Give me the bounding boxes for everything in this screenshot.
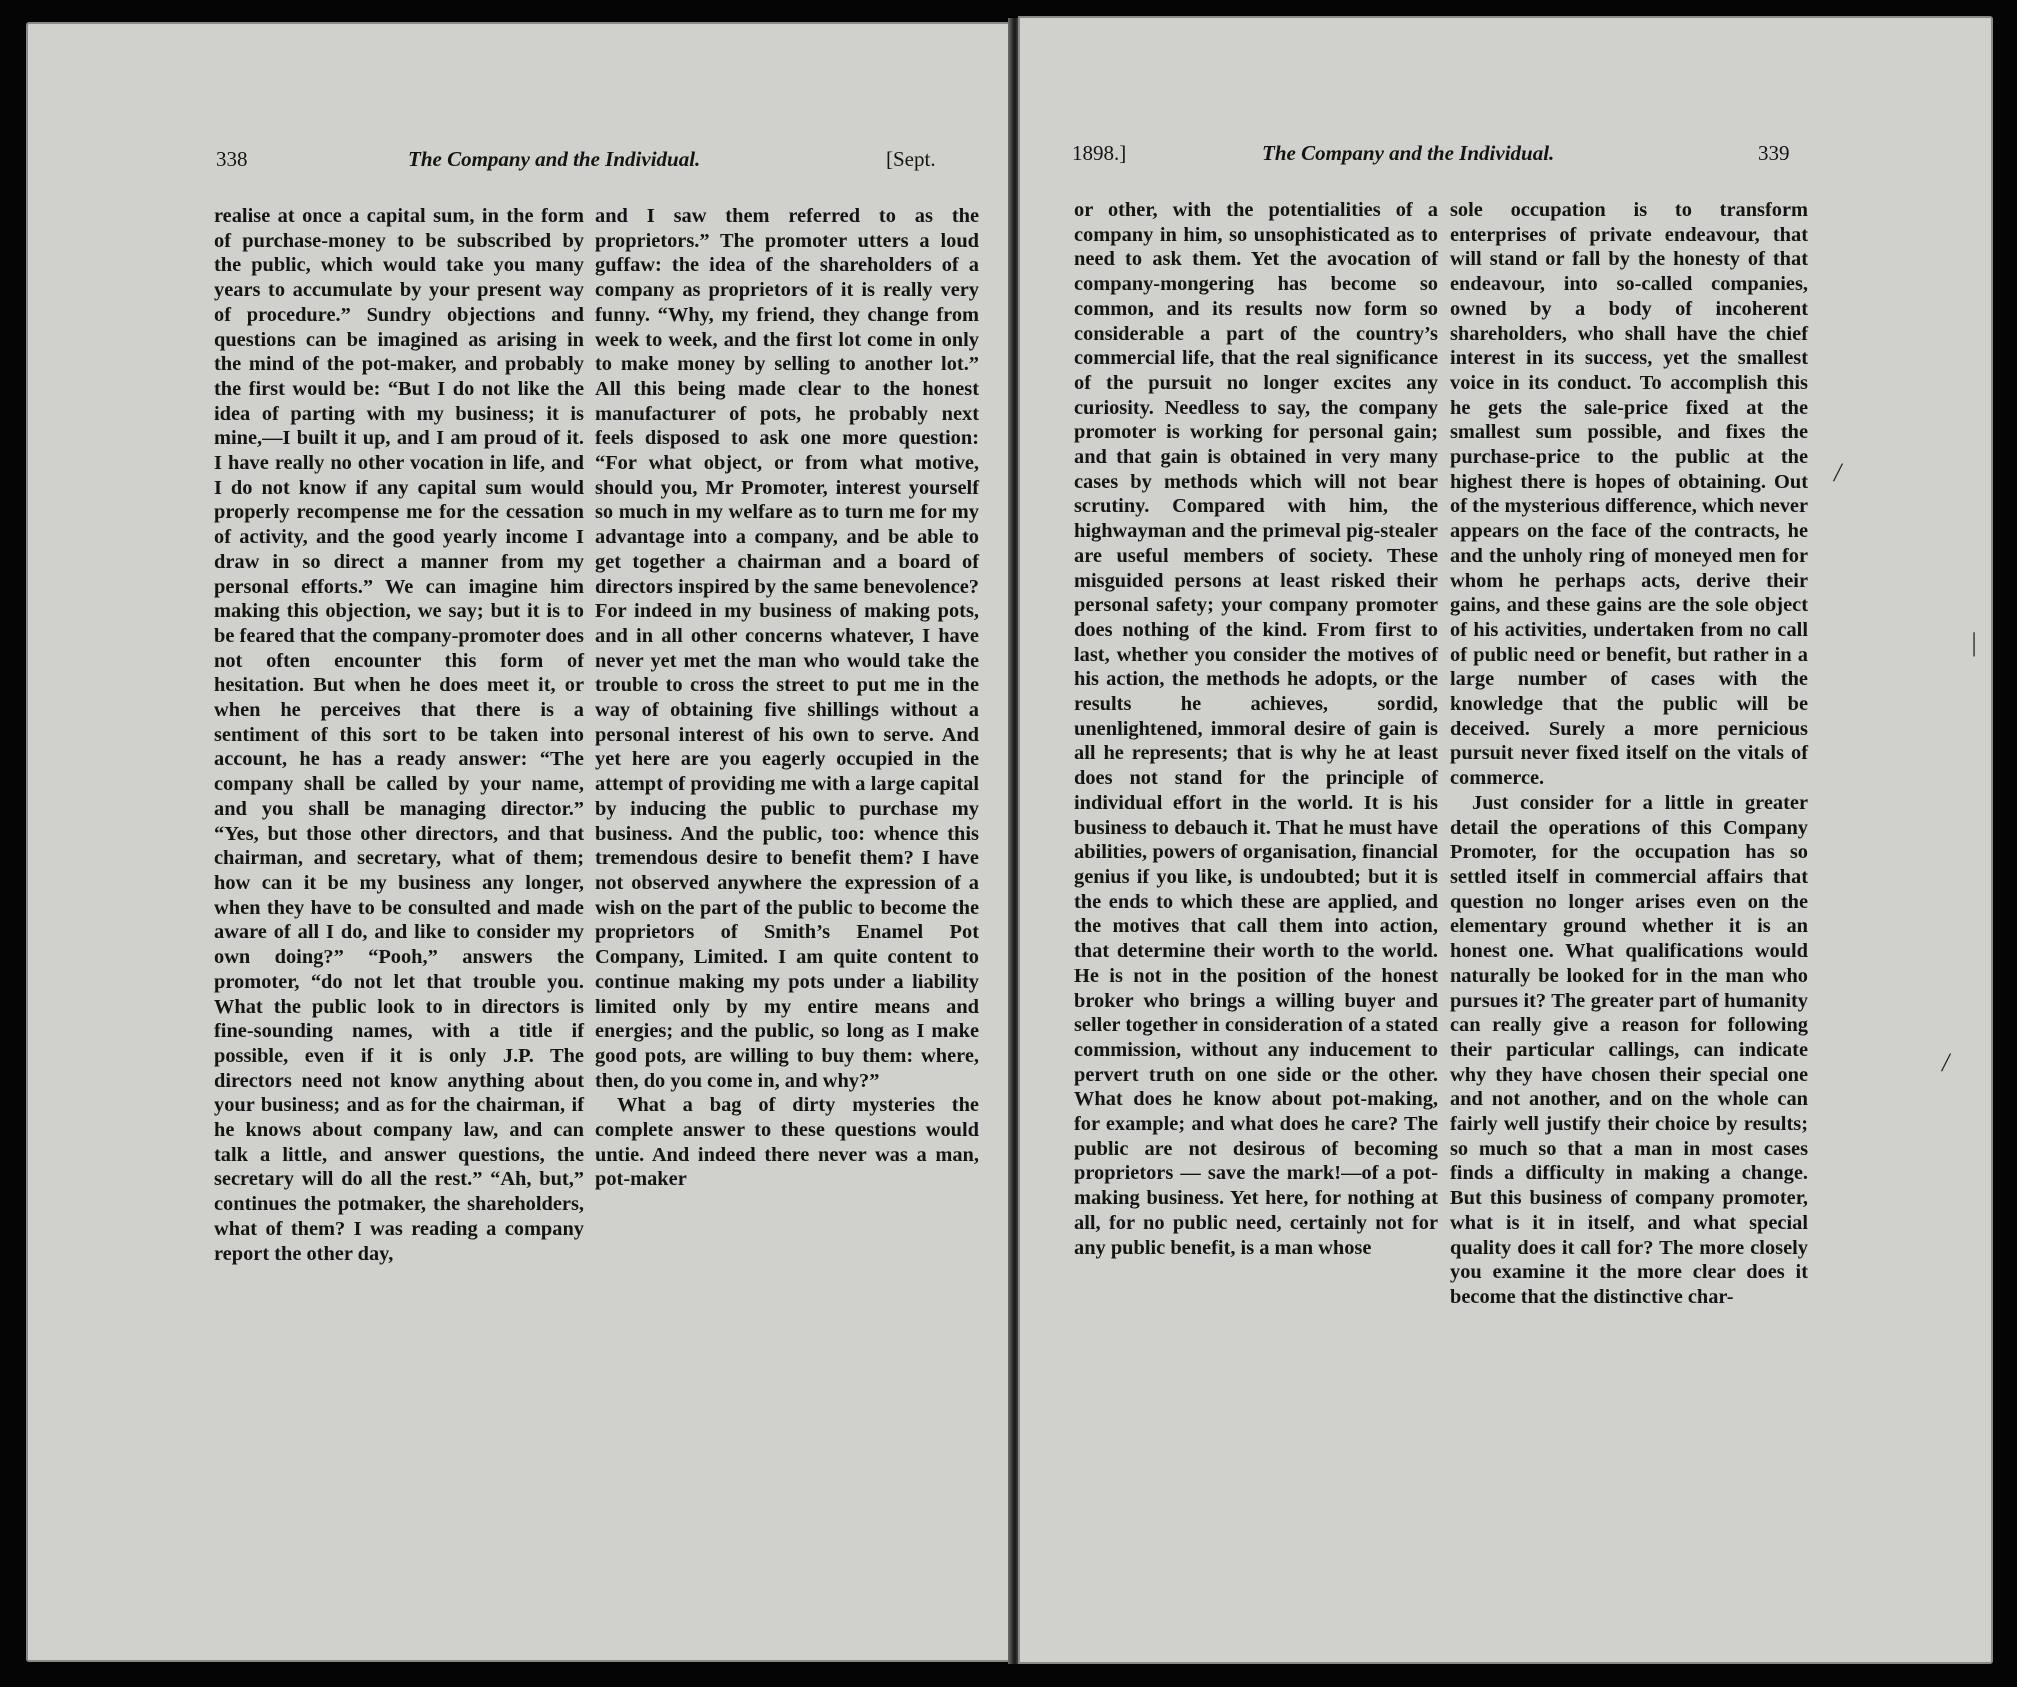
paragraph: sole occupation is to transform enterprises of private endeavour, that will stand or fall by the honesty of that endeavour, into so-called companies, owned by a body of incoherent shareholders, who shall have the chief interest in its success, yet the smallest voice in its conduct. To accomplish this he gets the sale-price fixed at the smallest sum possible, and fixes the purchase-price to the public at the highest there is hopes of obtaining. Out of the mysterious difference, which never appears on the face of the contracts, he and the unholy ring of moneyed men for whom he perhaps acts, derive their gains, and these gains are the sole object of his activities, undertaken from no call of public need or benefit, but rather in a large number of cases with the knowledge that the public will be deceived. Surely a more pernicious pursuit never fixed itself on the vitals of commerce. [1450, 199, 1808, 790]
pencil-mark: / [1834, 458, 1842, 487]
running-title: The Company and the Individual. [408, 147, 701, 171]
paragraph: What a bag of dirty mysteries the complete answer to these questions would untie. And indeed there never was a man, pot-maker [595, 1094, 979, 1191]
left-page-column-1 [214, 204, 584, 1266]
date-label: [Sept. [886, 147, 936, 171]
right-page [1018, 16, 1993, 1664]
running-title: The Company and the Individual. [1262, 141, 1555, 165]
right-page-column-2 [1450, 198, 1808, 1310]
right-page-column-1 [1074, 198, 1438, 1260]
paragraph: realise at once a capital sum, in the form of purchase-money to be subscribed by the public, which would take you many years to accumulate by your present way of procedure.” Sundry objections and questions can be imagined as arising in the mind of the pot-maker, and probably the first would be: “But I do not like the idea of parting with my business; it is mine,—I built it up, and I am proud of it. I have really no other vocation in life, and I do not know if any capital sum would properly recompense me for the cessation of activity, and the good yearly income I draw in so direct a manner from my personal efforts.” We can imagine him making this objection, we say; but it is to be feared that the company-promoter does not often encounter this form of hesitation. But when he does meet it, or when he perceives that there is a sentiment of this sort to be taken into account, he has a ready answer: “The company shall be called by your name, and you shall be managing director.” “Yes, but those other directors, and that chairman, and secretary, what of them; how can it be my business any longer, when they have to be consulted and made aware of all I do, and like to consider my own doing?” “Pooh,” answers the promoter, “do not let that trouble you. What the public look to in directors is fine-sounding names, with a title if possible, even if it is only J.P. The directors need not know anything about your business; and as for the chairman, if he knows about company law, and can talk a little, and answer questions, the secretary will do all the rest.” “Ah, but,” continues the potmaker, the shareholders, what of them? I was reading a company report the other day, [214, 205, 584, 1265]
page-number: 339 [1758, 141, 1790, 165]
paragraph: Just consider for a little in greater detail the operations of this Company Promoter, for the occupation has so settled itself in commercial affairs that question no longer arises even on the elementary ground whether it is an honest one. What qualifications would naturally be looked for in the man who pursues it? The greater part of humanity can really give a reason for following their particular callings, can indicate why they have chosen their special one and not another, and on the whole can fairly well justify their choice by results; so much so that a man in most cases finds a difficulty in making a change. But this business of company promoter, what is it in itself, and what special quality does it call for? The more closely you examine it the more clear does it become that the distinctive char- [1450, 791, 1808, 1308]
page-number: 338 [216, 147, 248, 171]
left-page [26, 22, 1011, 1662]
pencil-mark: / [1942, 1048, 1950, 1077]
left-page-column-2 [595, 204, 979, 1192]
left-page-header [28, 142, 1011, 176]
right-page-header [1020, 136, 1993, 170]
date-label: 1898.] [1072, 141, 1127, 165]
pencil-mark: | [1970, 628, 1978, 657]
paragraph: and I saw them referred to as the proprietors.” The promoter utters a loud guffaw: the idea of the shareholders of a company as proprietors of it is really very funny. “Why, my friend, they change from week to week, and the first lot come in only to make money by selling to another lot.” All this being made clear to the honest manufacturer of pots, he probably next feels disposed to ask one more question: “For what object, or from what motive, should you, Mr Promoter, interest yourself so much in my welfare as to turn me for my advantage into a company, and be able to get together a chairman and a board of directors inspired by the same benevolence? For indeed in my business of making pots, and in all other concerns whatever, I have never yet met the man who would take the trouble to cross the street to put me in the way of obtaining five shillings without a personal interest of his own to serve. And yet here are you eagerly occupied in the attempt of providing me with a large capital by inducing the public to purchase my business. And the public, too: whence this tremendous desire to benefit them? I have not observed anywhere the expression of a wish on the part of the public to become the proprietors of Smith’s Enamel Pot Company, Limited. I am quite content to continue making my pots under a liability limited only by my entire means and energies; and the public, so long as I make good pots, are willing to buy them: where, then, do you come in, and why?” [595, 205, 979, 1092]
paragraph: or other, with the potentialities of a company in him, so unsophisticated as to need to ask them. Yet the avocation of company-mongering has become so common, and its results now form so considerable a part of the country’s commercial life, that the real significance of the pursuit no longer excites any curiosity. Needless to say, the company promoter is working for personal gain; and that gain is obtained in very many cases by methods which will not bear scrutiny. Compared with him, the highwayman and the primeval pig-stealer are useful members of society. These misguided persons at least risked their personal safety; your company promoter does nothing of the kind. From first to last, whether you consider the motives of his action, the methods he adopts, or the results he achieves, sordid, unenlightened, immoral desire of gain is all he represents; that is why he at least does not stand for the principle of individual effort in the world. It is his business to debauch it. That he must have abilities, powers of organisation, financial genius if you like, is undoubted; but it is the ends to which these are applied, and the motives that call them into action, that determine their worth to the world. He is not in the position of the honest broker who brings a willing buyer and seller together in consideration of a stated commission, without any inducement to pervert truth on one side or the other. What does he know about pot-making, for example; and what does he care? The public are not desirous of becoming proprietors — save the mark!—of a pot-making business. Yet here, for nothing at all, for no public need, certainly not for any public benefit, is a man whose [1074, 199, 1438, 1259]
